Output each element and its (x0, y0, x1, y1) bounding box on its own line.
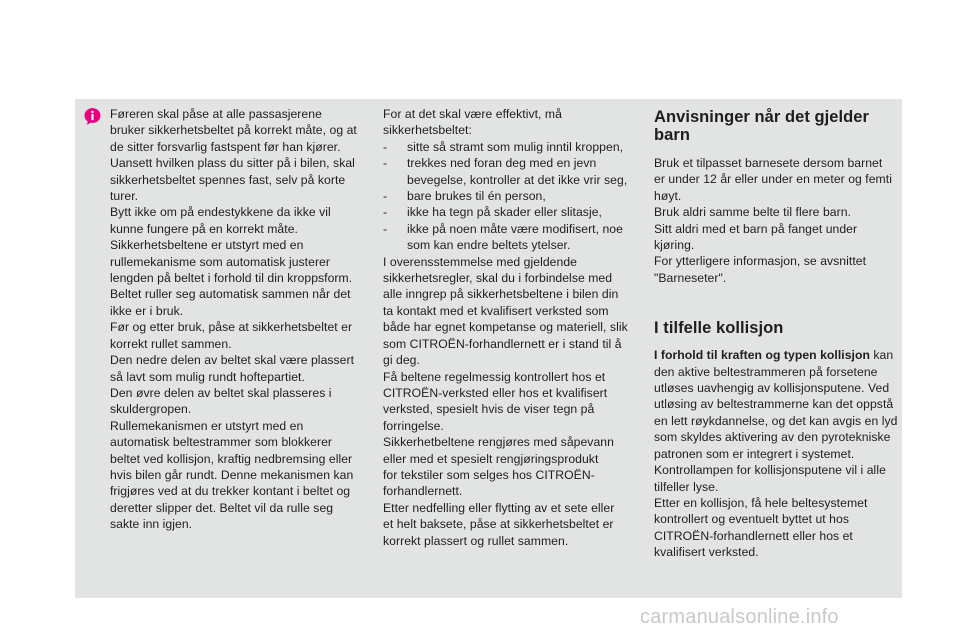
text-line: både har egnet kompetanse og materiell, slik (383, 320, 628, 335)
text-line: alle inngrep på sikkerhetsbeltene i bilen din (383, 287, 619, 302)
text-line: så lavt som mulig rundt hoftepartiet. (110, 369, 305, 384)
safety-text-column (110, 106, 360, 533)
text-line: Etter nedfelling eller flytting av et sete eller (383, 500, 615, 515)
text-line: Rullemekanismen er utstyrt med en (110, 418, 304, 433)
list-item (383, 155, 635, 188)
bullet-dash: - (383, 156, 388, 171)
list-item-text: som kan endre beltets ytelser. (407, 238, 571, 253)
text-line: ikke er i bruk. (110, 303, 184, 318)
text-line: Kontrollampen for kollisjonsputene vil i alle (654, 463, 886, 478)
text-line: frigjøres ved at du trekker kontant i beltet og (110, 484, 351, 499)
list-item-text: sitte så stramt som mulig inntil kroppen, (407, 139, 624, 154)
text-line: Beltet ruller seg automatisk sammen når det (110, 287, 351, 302)
text-line: patronen som er integrert i systemet. (654, 446, 855, 461)
list-item (383, 221, 635, 254)
children-heading: Anvisninger når det gjelder barn (654, 108, 869, 144)
collision-text: I forhold til kraften og typen kollisjon kan den aktive beltestrammeren på forsetene utløses uavhengig av kollisjonsputene. Ved utløsing av beltestrammerne kan det oppstå en lett røykdannelse, og det kan avgis en lyd som skyldes aktivering av den pyrotekniske patronen som er integrert i systemet. Kontrollampen for kollisjonsputene vil i alle tilfeller lyse. Etter en kollisjon, få hele beltesystemet kontrollert og eventuelt byttet ut hos CITROËN-forhandlernett eller hos et kvalifisert verksted. (654, 347, 902, 560)
text-line: skuldergropen. (110, 402, 192, 417)
children-collision-column (654, 108, 902, 561)
text-line: korrekt rullet sammen. (110, 336, 232, 351)
text-line: hvis bilen går rundt. Denne mekanismen kan (110, 467, 354, 482)
list-item-text: bare brukes til én person, (407, 189, 546, 204)
text-line: for tekstiler som selges hos CITROËN- (383, 467, 595, 482)
text-line: Få beltene regelmessig kontrollert hos et (383, 369, 606, 384)
list-item-text: ikke ha tegn på skader eller slitasje, (407, 205, 602, 220)
text-line: den aktive beltestrammeren på forsetene (654, 364, 878, 379)
text-line: turer. (110, 189, 139, 204)
text-line: CITROËN-verksted eller hos et kvalifisert (383, 385, 608, 400)
text-line: Bruk et tilpasset barnesete dersom barnet (654, 156, 883, 170)
bullet-dash: - (383, 139, 388, 154)
text-line: beltet ved kollisjon, kraftig nedbremsing eller (110, 451, 353, 466)
text-line: CITROËN-forhandlernett eller hos et (654, 528, 853, 543)
list-item-text: bevegelse, kontroller at det ikke vrir seg, (407, 172, 628, 187)
text-line: sakte inn igjen. (110, 517, 193, 532)
text-line: rullemekanisme som automatisk justerer (110, 254, 330, 269)
text-line: høyt. (654, 188, 682, 203)
list-item (383, 139, 635, 155)
text-line: verksted, spesielt hvis de viser tegn på (383, 402, 595, 417)
text-line: Føreren skal påse at alle passasjerene (110, 107, 322, 121)
text-line: forhandlernett. (383, 484, 463, 499)
text-line: automatisk beltestrammer som blokkerer (110, 435, 333, 450)
text-line: kjøring. (654, 238, 695, 253)
text-line: ta kontakt med et kvalifisert verksted som (383, 303, 609, 318)
text-line: Uansett hvilken plass du sitter på i bilen, skal (110, 156, 355, 171)
text-line: Bruk aldri samme belte til flere barn. (654, 205, 851, 220)
text-line: Før og etter bruk, påse at sikkerhetsbeltet er (110, 320, 353, 335)
text-line: utløsing av beltestrammerne kan det oppstå (654, 397, 894, 412)
text-line: kunne fungere på en korrekt måte. (110, 221, 298, 236)
text-line: er under 12 år eller under en meter og femti (654, 172, 892, 187)
text-line: kontrollert og eventuelt byttet ut hos (654, 512, 849, 527)
text-line: en lett røykdannelse, og det kan avgis en lyd (654, 413, 898, 428)
text-line: sikkerhetsbeltet spennes fast, selv på korte (110, 172, 346, 187)
text-line: kvalifisert verksted. (654, 545, 759, 560)
text-line: deretter slipper det. Beltet vil da rulle seg (110, 500, 334, 515)
text-line: Sikkerhetbeltene rengjøres med såpevann (383, 435, 614, 450)
text-line: forringelse. (383, 418, 444, 433)
info-icon (83, 107, 102, 126)
text-line: utløses uavhengig av kollisjonsputene. Ved (654, 381, 890, 396)
text-line: korrekt plassert og rullet sammen. (383, 533, 569, 548)
list-item (383, 188, 635, 204)
text-line: For ytterligere informasjon, se avsnittet (654, 254, 867, 269)
children-text (654, 155, 902, 286)
bullet-dash: - (383, 189, 388, 204)
text-line: lengden på beltet i forhold til din kroppsform. (110, 271, 353, 286)
bullet-dash: - (383, 221, 388, 236)
belt-requirements-column (383, 106, 635, 549)
text-line: Bytt ikke om på endestykkene da ikke vil (110, 205, 331, 220)
text-line: de sitter forsvarlig fastspent før han kjører. (110, 139, 341, 154)
text-line: Den nedre delen av beltet skal være plassert (110, 353, 355, 368)
text-line: "Barneseter". (654, 270, 727, 285)
text-line: som skyldes aktivering av den pyrotekniske (654, 430, 891, 445)
text-line: Sitt aldri med et barn på fanget under (654, 221, 858, 236)
text-line: eller med et spesielt rengjøringsprodukt (383, 451, 599, 466)
watermark: carmanualsonline.info (640, 606, 839, 628)
text-line: tilfeller lyse. (654, 479, 719, 494)
intro-text (383, 106, 635, 139)
text-line: For at det skal være effektivt, må (383, 107, 562, 121)
requirements-list (383, 139, 635, 254)
text-line: som CITROËN-forhandlernett er i stand til å (383, 336, 622, 351)
text-line: bruker sikkerhetsbeltet på korrekt måte, og at (110, 123, 357, 138)
text-line: Sikkerhetsbeltene er utstyrt med en (110, 238, 304, 253)
bullet-dash: - (383, 205, 388, 220)
text-line: I overensstemmelse med gjeldende (383, 254, 577, 269)
text-line: et helt baksete, påse at sikkerhetsbeltet er (383, 517, 614, 532)
collision-heading: I tilfelle kollisjon (654, 319, 784, 338)
list-item (383, 204, 635, 220)
list-item-text: trekkes ned foran deg med en jevn (407, 156, 597, 171)
text-line: Etter en kollisjon, få hele beltesystemet (654, 495, 868, 510)
list-item-text: ikke på noen måte være modifisert, noe (407, 221, 623, 236)
text-line: sikkerhetsbeltet: (383, 123, 472, 138)
collision-lead: I forhold til kraften og typen kollisjon (654, 348, 870, 363)
text-line: Den øvre delen av beltet skal plasseres i (110, 385, 332, 400)
maintenance-text (383, 254, 635, 549)
text-line: sikkerhetsregler, skal du i forbindelse med (383, 271, 613, 286)
text-line: gi deg. (383, 353, 420, 368)
